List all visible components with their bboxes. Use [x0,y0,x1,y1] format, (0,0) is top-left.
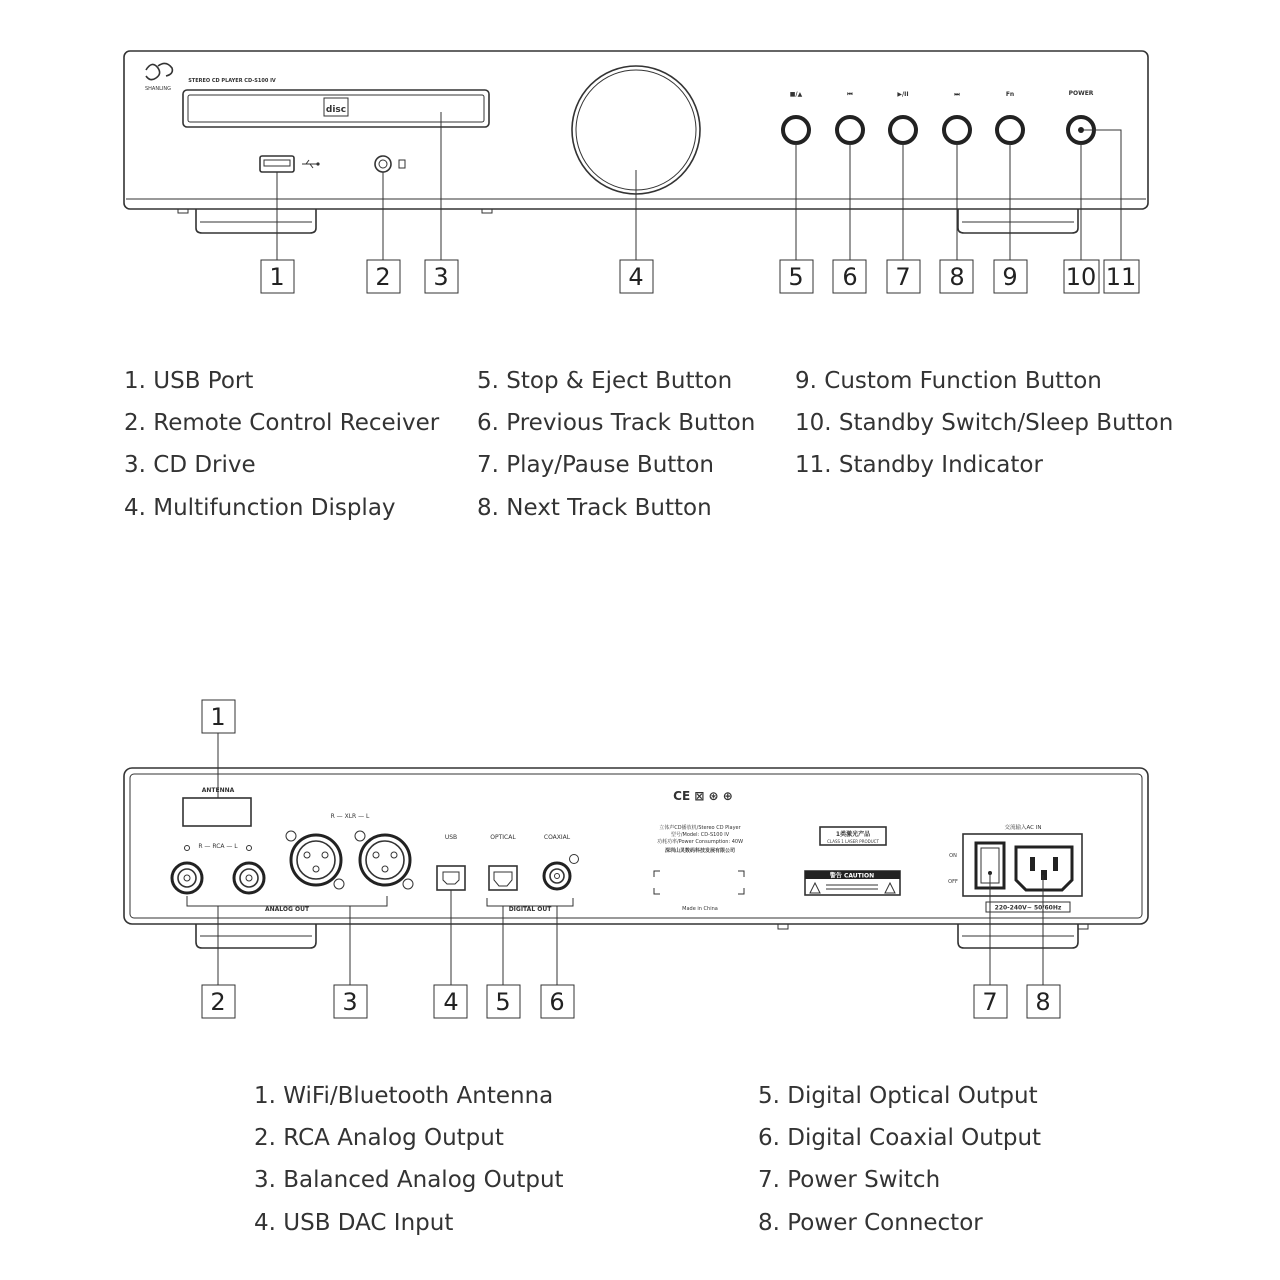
callout-rear-6: 6 [549,988,565,1016]
analog-out-label: ANALOG OUT [264,906,310,913]
callout-rear-1: 1 [210,703,226,731]
rca-right-jack [234,863,264,893]
legend-rear-6: 6. Digital Coaxial Output [758,1125,1042,1151]
brand-name: SHANLING [145,86,171,92]
rca-left-jack [172,863,202,893]
legend-rear-2: 2. RCA Analog Output [254,1125,504,1151]
callout-front-10: 10 [1065,263,1097,291]
legend-front-9: 9. Custom Function Button [795,368,1102,394]
callout-rear-2: 2 [210,988,226,1016]
stop-eject-mark: ■/▲ [789,91,803,98]
model-label: STEREO CD PLAYER CD-S100 IV [188,78,276,84]
power-mark: POWER [1068,90,1094,97]
antenna-slot [183,798,251,826]
svg-text:警告 CAUTION: 警告 CAUTION [829,872,875,880]
custom-function-button[interactable] [997,117,1023,143]
callout-rear-4: 4 [443,988,459,1016]
standby-indicator [1078,127,1084,133]
off-label: OFF [948,879,958,885]
svg-text:disc: disc [325,105,347,115]
callout-rear-3: 3 [342,988,358,1016]
legend-front-7: 7. Play/Pause Button [477,452,714,478]
play-pause-mark: ▶/II [897,91,909,98]
prev-mark: ⏮ [847,91,853,98]
legend-front-6: 6. Previous Track Button [477,410,756,436]
svg-text:1类激光产品: 1类激光产品 [835,831,871,838]
callout-front-8: 8 [949,263,965,291]
legend-front-5: 5. Stop & Eject Button [477,368,733,394]
previous-track-button[interactable] [837,117,863,143]
callout-rear-5: 5 [495,988,511,1016]
rear-panel [124,700,1148,1018]
fn-mark: Fn [1005,91,1015,98]
legend-front-3: 3. CD Drive [124,452,256,478]
callout-front-7: 7 [895,263,911,291]
legend-rear-5: 5. Digital Optical Output [758,1083,1038,1109]
play-pause-button[interactable] [890,117,916,143]
front-panel [124,51,1148,293]
front-callouts [261,260,1139,293]
callout-rear-7: 7 [982,988,998,1016]
front-leaders [277,112,1121,260]
rating-label [654,824,744,912]
coaxial-label: COAXIAL [543,834,571,841]
legend-rear-4: 4. USB DAC Input [254,1210,454,1236]
callout-front-5: 5 [788,263,804,291]
legend-front-1: 1. USB Port [124,368,254,394]
rear-callouts [202,700,1060,1018]
callout-front-2: 2 [375,263,391,291]
callout-rear-8: 8 [1035,988,1051,1016]
legend-front-11: 11. Standby Indicator [795,452,1043,478]
receiver-mark-icon [399,160,405,168]
xlr-right-jack [355,831,413,889]
digital-out-label: DIGITAL OUT [508,906,552,913]
svg-text:型号/Model: CD-S100 IV: 型号/Model: CD-S100 IV [670,832,730,838]
brand-logo [145,63,172,92]
svg-text:CLASS 1 LASER PRODUCT: CLASS 1 LASER PRODUCT [827,839,879,844]
stop-eject-button[interactable] [783,117,809,143]
callout-front-11: 11 [1105,263,1137,291]
ac-in-label: 交流输入AC IN [1004,825,1042,831]
legend-rear-3: 3. Balanced Analog Output [254,1167,564,1193]
svg-text:深圳山灵数码科技发展有限公司: 深圳山灵数码科技发展有限公司 [664,848,736,854]
optical-label: OPTICAL [490,834,516,841]
front-legend [124,368,1173,521]
next-track-button[interactable] [944,117,970,143]
svg-text:立体声CD播放机/Stereo CD Player: 立体声CD播放机/Stereo CD Player [659,825,741,831]
rca-header: R — RCA — L [198,843,238,850]
legend-rear-7: 7. Power Switch [758,1167,941,1193]
power-connector [1016,847,1072,890]
callout-front-9: 9 [1002,263,1018,291]
xlr-left-jack [286,831,344,889]
remote-receiver [375,156,391,172]
antenna-label: ANTENNA [201,787,235,794]
xlr-header: R — XLR — L [330,813,370,820]
coaxial-jack [544,855,579,890]
legend-rear-8: 8. Power Connector [758,1210,983,1236]
legend-front-10: 10. Standby Switch/Sleep Button [795,410,1174,436]
svg-text:功耗功率/Power Consumption: 40W: 功耗功率/Power Consumption: 40W [656,839,744,845]
warning-triangle-icon [810,883,820,893]
voltage-label: 220-240V~ 50/60Hz [994,904,1062,912]
front-buttons [783,90,1094,143]
usb-icon [302,160,320,168]
caution-label [805,871,900,895]
callout-front-3: 3 [433,263,449,291]
usb-port [260,156,294,172]
legend-front-8: 8. Next Track Button [477,495,712,521]
legend-front-4: 4. Multifunction Display [124,495,396,521]
rear-legend [254,1083,1041,1236]
svg-text:Made in China: Made in China [682,906,718,912]
laser-class-label [820,827,886,845]
legend-rear-1: 1. WiFi/Bluetooth Antenna [254,1083,554,1109]
usb-label: USB [444,834,458,841]
legend-front-2: 2. Remote Control Receiver [124,410,440,436]
callout-front-6: 6 [842,263,858,291]
callout-front-4: 4 [628,263,644,291]
on-label: ON [949,853,957,859]
usb-b-port [437,866,465,890]
next-mark: ⏭ [954,91,960,98]
compliance-marks: CE ⊠ ⊛ ⊕ [673,789,733,803]
callout-front-1: 1 [269,263,285,291]
